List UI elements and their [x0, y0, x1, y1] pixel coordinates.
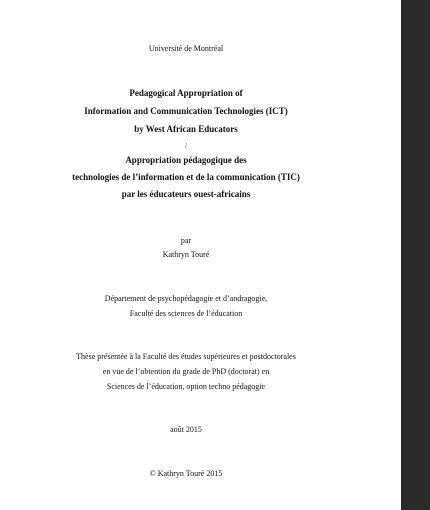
department-line-1: Département de psychopédagogie et d’andragogie,	[104, 294, 268, 303]
title-english-line-2: Information and Communication Technologies (ICT)	[84, 106, 288, 116]
title-french-line-2: technologies de l’information et de la communication (TIC)	[72, 172, 300, 182]
thesis-statement-line-3: Sciences de l’éducation, option techno pédagogie	[106, 382, 266, 391]
thesis-statement-line-2: en vue de l’obtention du grade de PhD (doctorat) en	[102, 367, 270, 376]
title-english-line-1: Pedagogical Appropriation of	[129, 88, 243, 98]
author-name: Kathryn Touré	[162, 250, 210, 259]
submission-date: août 2015	[170, 425, 202, 434]
by-label: par	[180, 236, 192, 245]
title-english-line-3: by West African Educators	[134, 124, 238, 134]
side-gutter	[401, 0, 430, 510]
title-french-line-1: Appropriation pédagogique des	[125, 155, 247, 165]
department-line-2: Faculté des sciences de l’éducation	[129, 309, 243, 318]
copyright-notice: © Kathryn Touré 2015	[149, 469, 223, 478]
title-separator: /	[185, 142, 187, 150]
thesis-statement-line-1: Thèse présentée à la Faculté des études supérieures et postdoctorales	[76, 352, 296, 361]
title-french-line-3: par les éducateurs ouest-africains	[121, 189, 251, 199]
university-name: Université de Montréal	[148, 44, 224, 53]
